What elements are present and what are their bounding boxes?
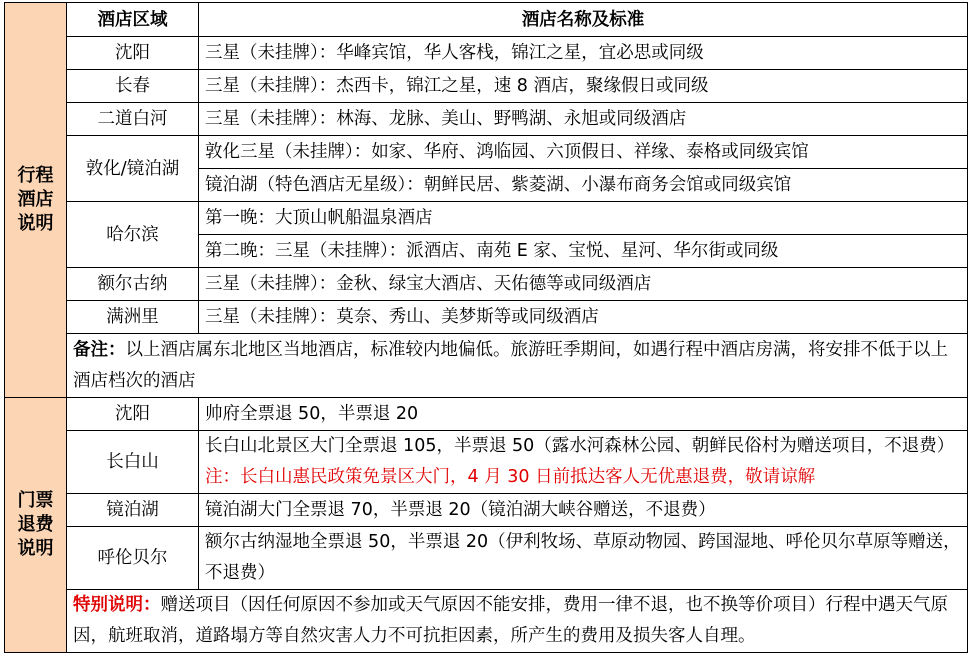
table-row — [5, 37, 968, 70]
ticket-cell: 额尔古纳湿地全票退 50，半票退 20（伊利牧场、草原动物园、跨国湿地、呼伦贝尔草原等赠送，不退费） — [199, 527, 968, 590]
table-row — [5, 202, 968, 235]
region-cell: 长白山 — [67, 431, 199, 494]
header-row — [5, 3, 968, 37]
ticket-section-label — [5, 398, 67, 653]
special-note — [67, 590, 968, 653]
table-row — [5, 431, 968, 494]
hotel-cell: 三星（未挂牌）：杰西卡，锦江之星，速 8 酒店，聚缘假日或同级 — [199, 70, 968, 103]
hotel-cell: 三星（未挂牌）：华峰宾馆，华人客栈，锦江之星，宜必思或同级 — [199, 37, 968, 70]
special-row — [5, 590, 968, 653]
region-cell: 满洲里 — [67, 301, 199, 334]
ticket-cell: 帅府全票退 50，半票退 20 — [199, 398, 968, 431]
hotel-cell: 第二晚：三星（未挂牌）：派酒店、南苑 E 家、宝悦、星河、华尔街或同级 — [199, 235, 968, 268]
ticket-cell: 镜泊湖大门全票退 70，半票退 20（镜泊湖大峡谷赠送，不退费） — [199, 494, 968, 527]
hotel-cell: 三星（未挂牌）：金秋、绿宝大酒店、天佑德等或同级酒店 — [199, 268, 968, 301]
table-row — [5, 268, 968, 301]
hotel-label-line: 说明 — [17, 213, 54, 234]
ticket-label-line: 退费 — [17, 514, 54, 535]
region-cell: 长春 — [67, 70, 199, 103]
hotel-cell: 镜泊湖（特色酒店无星级）：朝鲜民居、紫菱湖、小瀑布商务会馆或同级宾馆 — [199, 169, 968, 202]
ticket-red-note: 注：长白山惠民政策免景区大门，4 月 30 日前抵达客人无优惠退费，敬请谅解 — [205, 467, 816, 487]
table-row — [5, 398, 968, 431]
ticket-cell — [199, 431, 968, 494]
ticket-label-line: 说明 — [17, 538, 54, 559]
header-region: 酒店区域 — [67, 3, 199, 37]
header-hotel: 酒店名称及标准 — [199, 3, 968, 37]
hotel-cell: 第一晚：大顶山帆船温泉酒店 — [199, 202, 968, 235]
hotel-cell: 三星（未挂牌）：莫奈、秀山、美梦斯等或同级酒店 — [199, 301, 968, 334]
note-row — [5, 334, 968, 398]
region-cell: 沈阳 — [67, 37, 199, 70]
table-row — [5, 527, 968, 590]
table-row — [5, 494, 968, 527]
table-row — [5, 70, 968, 103]
ticket-label-line: 门票 — [17, 490, 54, 511]
region-cell: 哈尔滨 — [67, 202, 199, 268]
region-cell: 呼伦贝尔 — [67, 527, 199, 590]
region-cell: 额尔古纳 — [67, 268, 199, 301]
table-row — [5, 103, 968, 136]
note-label: 备注： — [73, 339, 126, 360]
ticket-text: 长白山北景区大门全票退 105，半票退 50（露水河森林公园、朝鲜民俗村为赠送项目，不退费） — [205, 436, 955, 456]
region-cell: 二道白河 — [67, 103, 199, 136]
hotel-cell: 敦化三星（未挂牌）：如家、华府、鸿临园、六顶假日、祥缘、泰格或同级宾馆 — [199, 136, 968, 169]
region-cell: 敦化/镜泊湖 — [67, 136, 199, 202]
special-label: 特别说明： — [73, 595, 161, 615]
region-cell: 镜泊湖 — [67, 494, 199, 527]
hotel-note — [67, 334, 968, 398]
table-row — [5, 136, 968, 169]
hotel-section-label — [5, 3, 67, 398]
hotel-cell: 三星（未挂牌）：林海、龙脉、美山、野鸭湖、永旭或同级酒店 — [199, 103, 968, 136]
hotel-label-line: 行程 — [17, 165, 54, 186]
table-row — [5, 301, 968, 334]
region-cell: 沈阳 — [67, 398, 199, 431]
special-text: 赠送项目（因任何原因不参加或天气原因不能安排，费用一律不退，也不换等价项目）行程中遇天气原因，航班取消，道路塌方等自然灾害人力不可抗拒因素，所产生的费用及损失客人自理。 — [73, 595, 948, 646]
hotel-label-line: 酒店 — [17, 189, 54, 210]
note-text: 以上酒店属东北地区当地酒店，标准较内地偏低。旅游旺季期间，如遇行程中酒店房满，将安排不低于以上酒店档次的酒店 — [73, 339, 948, 391]
info-table — [4, 2, 968, 653]
